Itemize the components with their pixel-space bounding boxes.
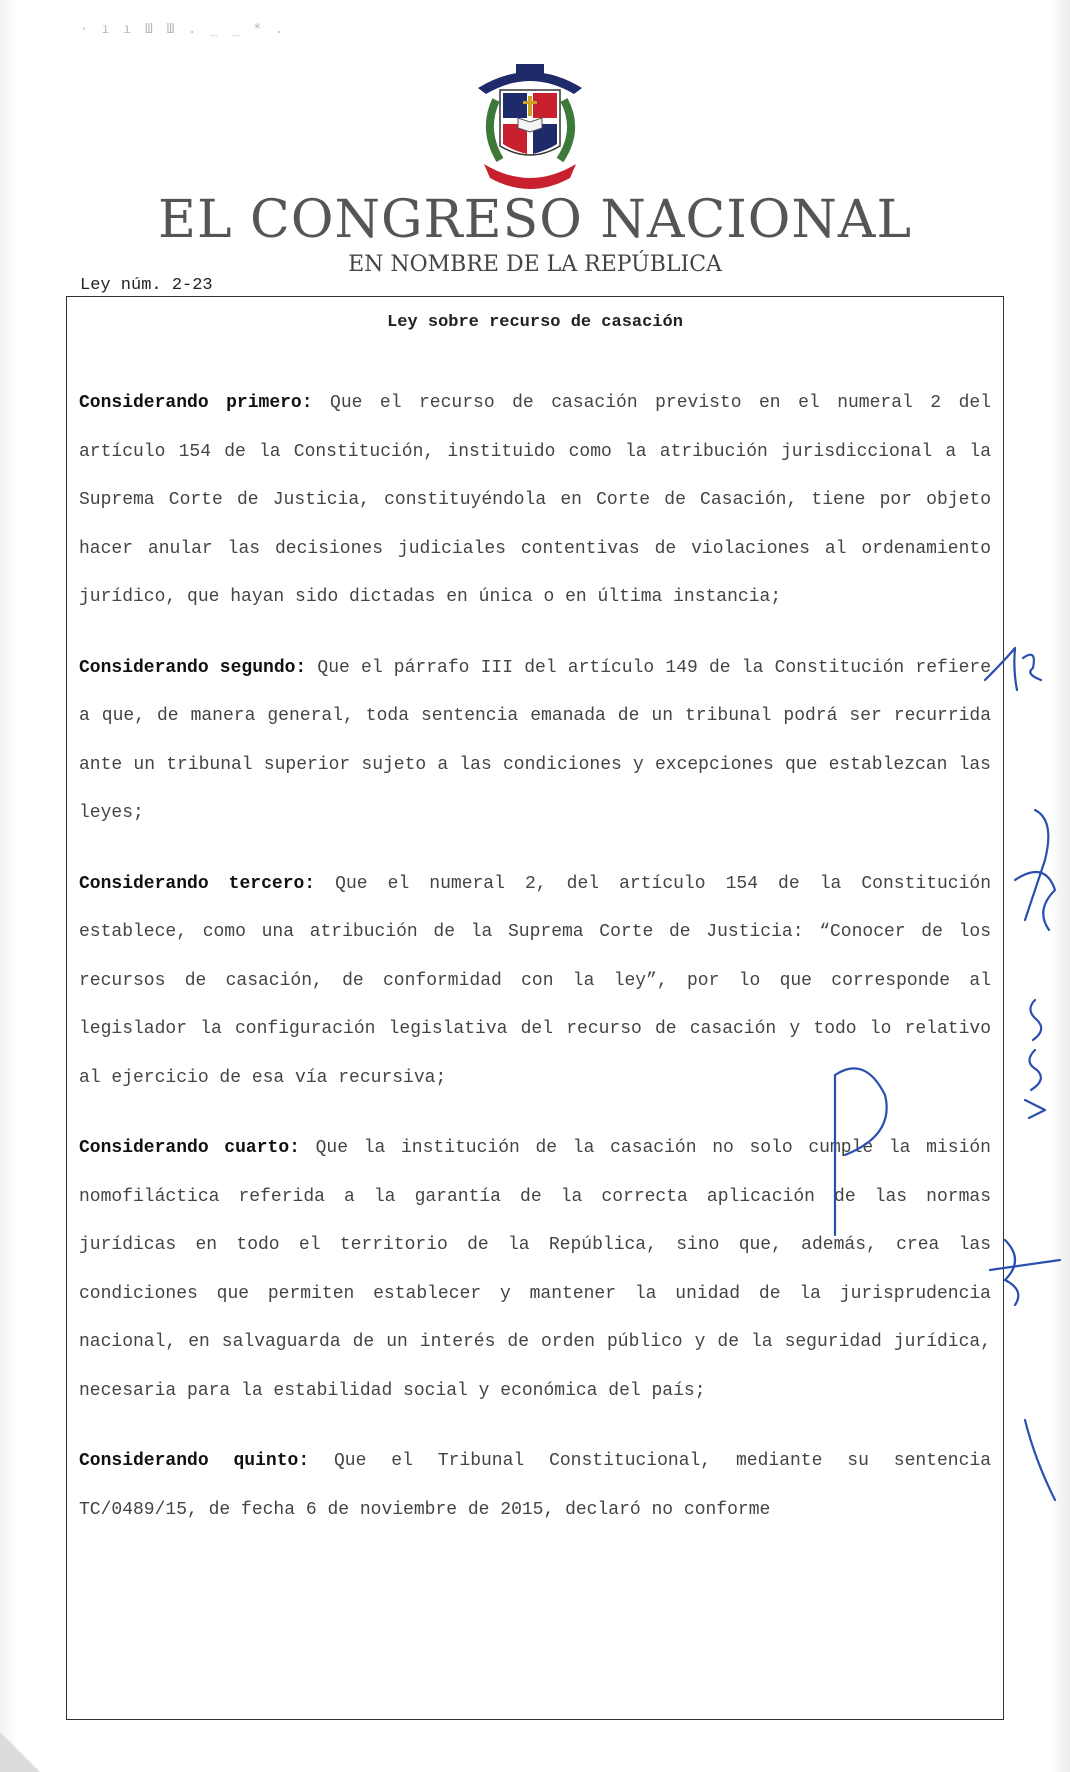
paragraph-lead: Considerando segundo: — [79, 657, 307, 678]
law-number: Ley núm. 2-23 — [80, 276, 213, 295]
paragraph-considerando-tercero — [79, 860, 991, 1103]
document-frame — [66, 296, 1004, 1720]
page-corner-fold — [0, 1732, 40, 1772]
paragraph-lead: Considerando quinto: — [79, 1451, 310, 1471]
paragraph-considerando-cuarto — [79, 1124, 991, 1415]
page-subtitle: EN NOMBRE DE LA REPÚBLICA — [348, 252, 722, 277]
paragraph-text: Que el Tribunal Constitucional, mediante su sentencia TC/0489/15, de fecha 6 de noviembre de 2015, declaró no conforme — [79, 1451, 991, 1520]
paragraph-considerando-primero — [79, 379, 991, 622]
paragraph-considerando-segundo — [79, 644, 991, 838]
paragraph-text: Que el numeral 2, del artículo 154 de la Constitución establece, como una atribución de la Suprema Corte de Justicia: “Conocer de los recursos de casación, de conformidad con la ley”, por lo que corresponde al legislador la configuración legislativa del recurso de casación y todo lo relativo al ejercicio de esa vía recursiva; — [79, 873, 992, 1088]
paragraph-lead: Considerando tercero: — [79, 873, 316, 894]
paragraph-text: Que el recurso de casación previsto en el numeral 2 del artículo 154 de la Constitución, instituido como la atribución jurisdiccional a la Suprema Corte de Justicia, constituyéndola en Corte de Casación, tiene por objeto hacer anular las decisiones judiciales contentivas de violaciones al ordenamiento jurídico, que hayan sido dictadas en única o en última instancia; — [79, 393, 991, 607]
paragraph-lead: Considerando cuarto: — [79, 1138, 300, 1158]
paragraph-lead: Considerando primero: — [79, 393, 313, 413]
page-title: EL CONGRESO NACIONAL — [158, 190, 912, 250]
law-title: Ley sobre recurso de casación — [387, 313, 683, 332]
paragraph-text: Que el párrafo III del artículo 149 de la Constitución refiere a que, de manera general, toda sentencia emanada de un tribunal podrá ser recurrida ante un tribunal superior sujeto a las condiciones y excepciones que establezcan las leyes; — [79, 657, 991, 823]
paragraph-text: Que la institución de la casación no solo cumple la misión nomofiláctica referida a la garantía de la correcta aplicación de las normas jurídicas en todo el territorio de la República, sino que, además, crea las condiciones que permiten establecer y mantener la unidad de la jurisprudencia nacional, en salvaguarda de un interés de orden público y de la seguridad jurídica, necesaria para la estabilidad social y económica del país; — [79, 1138, 991, 1401]
faded-stamp: · ı ı Ш Ш . _ _ * . — [80, 22, 286, 37]
document-body — [79, 379, 991, 1556]
coat-of-arms-icon — [470, 60, 590, 190]
paragraph-considerando-quinto — [79, 1437, 991, 1534]
